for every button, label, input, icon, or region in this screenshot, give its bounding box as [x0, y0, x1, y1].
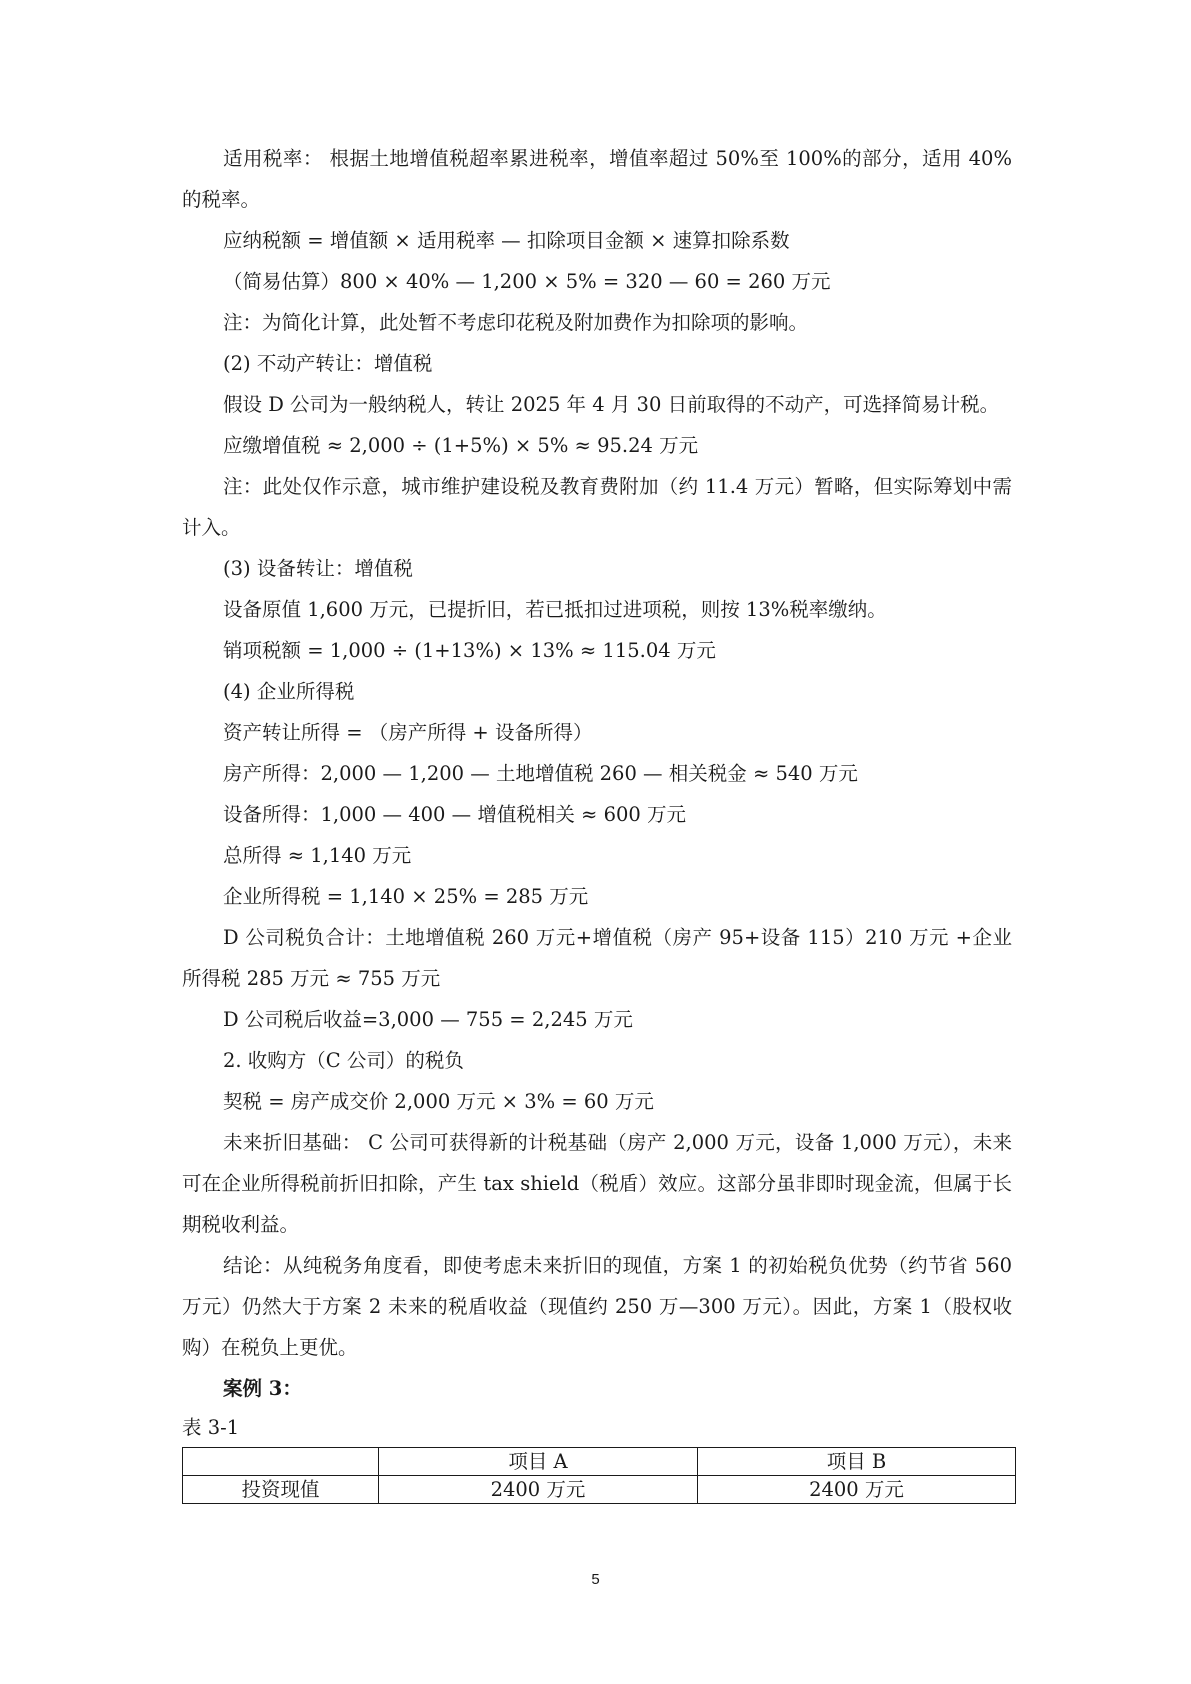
table-header-row — [183, 1448, 1016, 1476]
paragraph: (3) 设备转让：增值税 — [223, 557, 413, 580]
paragraph: 应纳税额 = 增值额 × 适用税率 — 扣除项目金额 × 速算扣除系数 — [223, 229, 790, 252]
paragraph: 房产所得：2,000 — 1,200 — 土地增值税 260 — 相关税金 ≈ 540 万元 — [223, 762, 858, 785]
paragraph: 应缴增值税 ≈ 2,000 ÷ (1+5%) × 5% ≈ 95.24 万元 — [223, 434, 699, 457]
paragraph: D 公司税后收益=3,000 — 755 = 2,245 万元 — [223, 1008, 633, 1031]
table-caption: 表 3-1 — [182, 1416, 240, 1439]
paragraph: D 公司税负合计：土地增值税 260 万元+增值税（房产 95+设备 115）210 万元 +企业所得税 285 万元 ≈ 755 万元 — [182, 926, 1012, 990]
paragraph: （简易估算）800 × 40% — 1,200 × 5% = 320 — 60 = 260 万元 — [223, 270, 831, 293]
paragraph: 资产转让所得 = （房产所得 + 设备所得） — [223, 721, 593, 744]
paragraph: 假设 D 公司为一般纳税人，转让 2025 年 4 月 30 日前取得的不动产，可选择简易计税。 — [223, 393, 1000, 416]
paragraph: 总所得 ≈ 1,140 万元 — [223, 844, 412, 867]
page-number: 5 — [591, 1571, 600, 1588]
paragraph: 注：此处仅作示意，城市维护建设税及教育费附加（约 11.4 万元）暂略，但实际筹划中需计入。 — [182, 475, 1012, 539]
table-row — [183, 1476, 1016, 1504]
data-table — [182, 1447, 1016, 1504]
paragraph: 注：为简化计算，此处暂不考虑印花税及附加费作为扣除项的影响。 — [223, 311, 809, 334]
paragraph: 销项税额 = 1,000 ÷ (1+13%) × 13% ≈ 115.04 万元 — [223, 639, 716, 662]
paragraph: (2) 不动产转让：增值税 — [223, 352, 433, 375]
paragraph: (4) 企业所得税 — [223, 680, 355, 703]
paragraph: 未来折旧基础： C 公司可获得新的计税基础（房产 2,000 万元，设备 1,000 万元），未来可在企业所得税前折旧扣除，产生 tax shield（税盾）效应。这部分虽非即时现金流，但属于长期税收利益。 — [182, 1131, 1012, 1236]
paragraph: 企业所得税 = 1,140 × 25% = 285 万元 — [223, 885, 589, 908]
table-header-cell: 项目 A — [379, 1448, 698, 1476]
table-header-cell — [183, 1448, 379, 1476]
paragraph: 设备所得：1,000 — 400 — 增值税相关 ≈ 600 万元 — [223, 803, 686, 826]
paragraph: 结论：从纯税务角度看，即使考虑未来折旧的现值，方案 1 的初始税负优势（约节省 560 万元）仍然大于方案 2 未来的税盾收益（现值约 250 万—300 万元）。因此，方案 1（股权收购）在税负上更优。 — [182, 1254, 1019, 1359]
table-header-cell: 项目 B — [698, 1448, 1016, 1476]
paragraph: 设备原值 1,600 万元，已提折旧，若已抵扣过进项税，则按 13%税率缴纳。 — [223, 598, 887, 621]
paragraph: 适用税率： 根据土地增值税超率累进税率，增值率超过 50%至 100%的部分，适用 40%的税率。 — [182, 147, 1012, 211]
table-cell: 2400 万元 — [379, 1476, 698, 1504]
paragraph: 契税 = 房产成交价 2,000 万元 × 3% = 60 万元 — [223, 1090, 654, 1113]
case-heading: 案例 3： — [223, 1377, 302, 1400]
table-cell: 2400 万元 — [698, 1476, 1016, 1504]
table-cell: 投资现值 — [183, 1476, 379, 1504]
document-body — [182, 138, 1019, 1504]
paragraph: 2. 收购方（C 公司）的税负 — [223, 1049, 464, 1072]
